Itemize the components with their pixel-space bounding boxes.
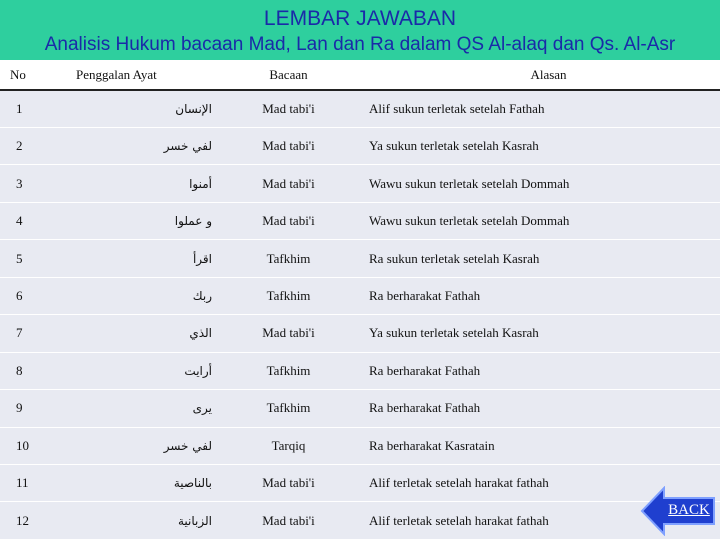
cell-no: 6 [16,287,23,303]
table-row [0,165,720,202]
table-row [0,315,720,352]
cell-alasan: Alif terletak setelah harakat fathah [369,512,549,528]
cell-ayat: الزبانية [177,513,212,528]
table-row [0,277,720,314]
cell-bacaan: Mad tabi'i [262,475,315,491]
cell-no: 5 [16,250,23,266]
cell-no: 9 [16,400,23,416]
cell-no: 4 [16,213,23,229]
cell-alasan: Ra berharakat Fathah [369,400,481,416]
cell-ayat: اقرأ [192,251,212,266]
cell-alasan: Ra berharakat Fathah [369,362,481,378]
cell-ayat: ربك [192,288,212,303]
cell-bacaan: Mad tabi'i [262,138,315,154]
page-title: LEMBAR JAWABAN [263,7,457,30]
table-row [0,90,720,127]
cell-ayat: بالناصية [173,476,212,491]
cell-no: 8 [16,362,23,378]
cell-alasan: Ya sukun terletak setelah Kasrah [369,138,539,154]
answer-table [0,60,720,540]
cell-bacaan: Mad tabi'i [262,213,315,229]
table-row [0,202,720,239]
table-body [0,90,720,540]
table-row [0,502,720,540]
cell-bacaan: Tafkhim [266,400,311,416]
table-header-row [0,60,720,90]
cell-alasan: Alif terletak setelah harakat fathah [369,475,549,491]
cell-ayat: الإنسان [175,101,212,116]
back-button[interactable] [640,486,716,536]
table-row [0,390,720,427]
cell-ayat: لفي خسر [163,139,212,154]
page-subtitle: Analisis Hukum bacaan Mad, Lan dan Ra dalam QS Al-alaq dan Qs. Al-Asr [44,34,676,55]
cell-bacaan: Mad tabi'i [262,100,315,116]
cell-alasan: Ya sukun terletak setelah Kasrah [369,325,539,341]
cell-no: 12 [16,512,29,528]
column-header-bacaan: Bacaan [269,66,308,82]
cell-bacaan: Tarqiq [271,437,306,453]
table-row [0,240,720,277]
cell-ayat: أرايت [184,363,212,378]
cell-bacaan: Tafkhim [266,362,311,378]
cell-ayat: لفي خسر [163,438,212,453]
back-button-label[interactable]: BACK [668,502,710,518]
column-header-no: No [10,66,26,82]
cell-no: 11 [16,475,29,491]
cell-no: 2 [16,138,23,154]
table-row [0,352,720,389]
cell-alasan: Wawu sukun terletak setelah Dommah [369,213,570,229]
cell-no: 3 [16,175,23,191]
cell-bacaan: Mad tabi'i [262,175,315,191]
cell-bacaan: Tafkhim [266,287,311,303]
cell-ayat: يرى [192,401,212,416]
cell-no: 7 [16,325,23,341]
cell-no: 1 [16,100,23,116]
slide-header [0,0,720,60]
table-row [0,427,720,464]
cell-alasan: Alif sukun terletak setelah Fathah [369,100,545,116]
cell-alasan: Ra berharakat Fathah [369,287,481,303]
table-row [0,127,720,164]
column-header-ayat: Penggalan Ayat [76,66,157,82]
column-header-alasan: Alasan [530,66,567,82]
cell-ayat: و عملوا [174,214,212,229]
cell-alasan: Wawu sukun terletak setelah Dommah [369,175,570,191]
cell-bacaan: Mad tabi'i [262,325,315,341]
cell-ayat: الذي [189,326,212,341]
cell-ayat: أمنوا [189,176,212,191]
cell-alasan: Ra berharakat Kasratain [369,437,495,453]
table-row [0,465,720,502]
cell-bacaan: Tafkhim [266,250,311,266]
cell-bacaan: Mad tabi'i [262,512,315,528]
cell-alasan: Ra sukun terletak setelah Kasrah [369,250,540,266]
cell-no: 10 [16,437,29,453]
